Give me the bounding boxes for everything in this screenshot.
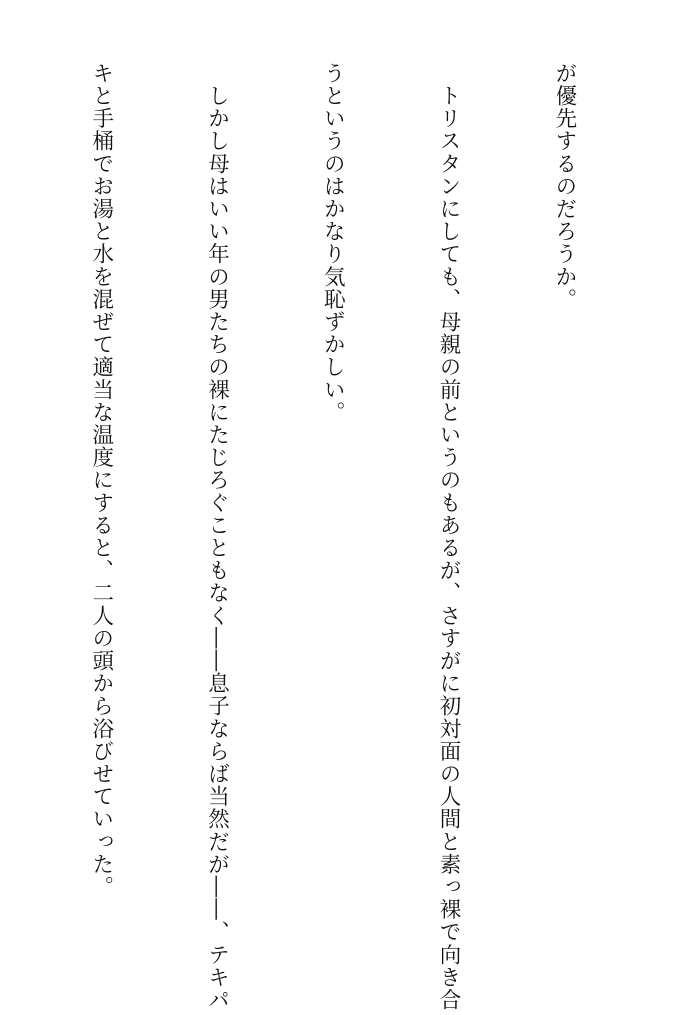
text-line: しかし母はいい年の男たちの裸にたじろぐこともなく――息子ならば当然だが――、テキパ — [204, 62, 230, 1012]
text-line: キと手桶でお湯と水を混ぜて適当な温度にすると、二人の頭から浴びせていった。 — [88, 62, 114, 899]
text-line: うというのはかなり気恥ずかしい。 — [320, 62, 346, 424]
text-line: トリスタンにしても、母親の前というのもあるが、さすがに初対面の人間と素っ裸で向き合 — [436, 62, 462, 1012]
text-line: が優先するのだろうか。 — [551, 62, 577, 311]
vertical-body-text — [0, 62, 660, 1012]
text-line — [0, 62, 4, 962]
